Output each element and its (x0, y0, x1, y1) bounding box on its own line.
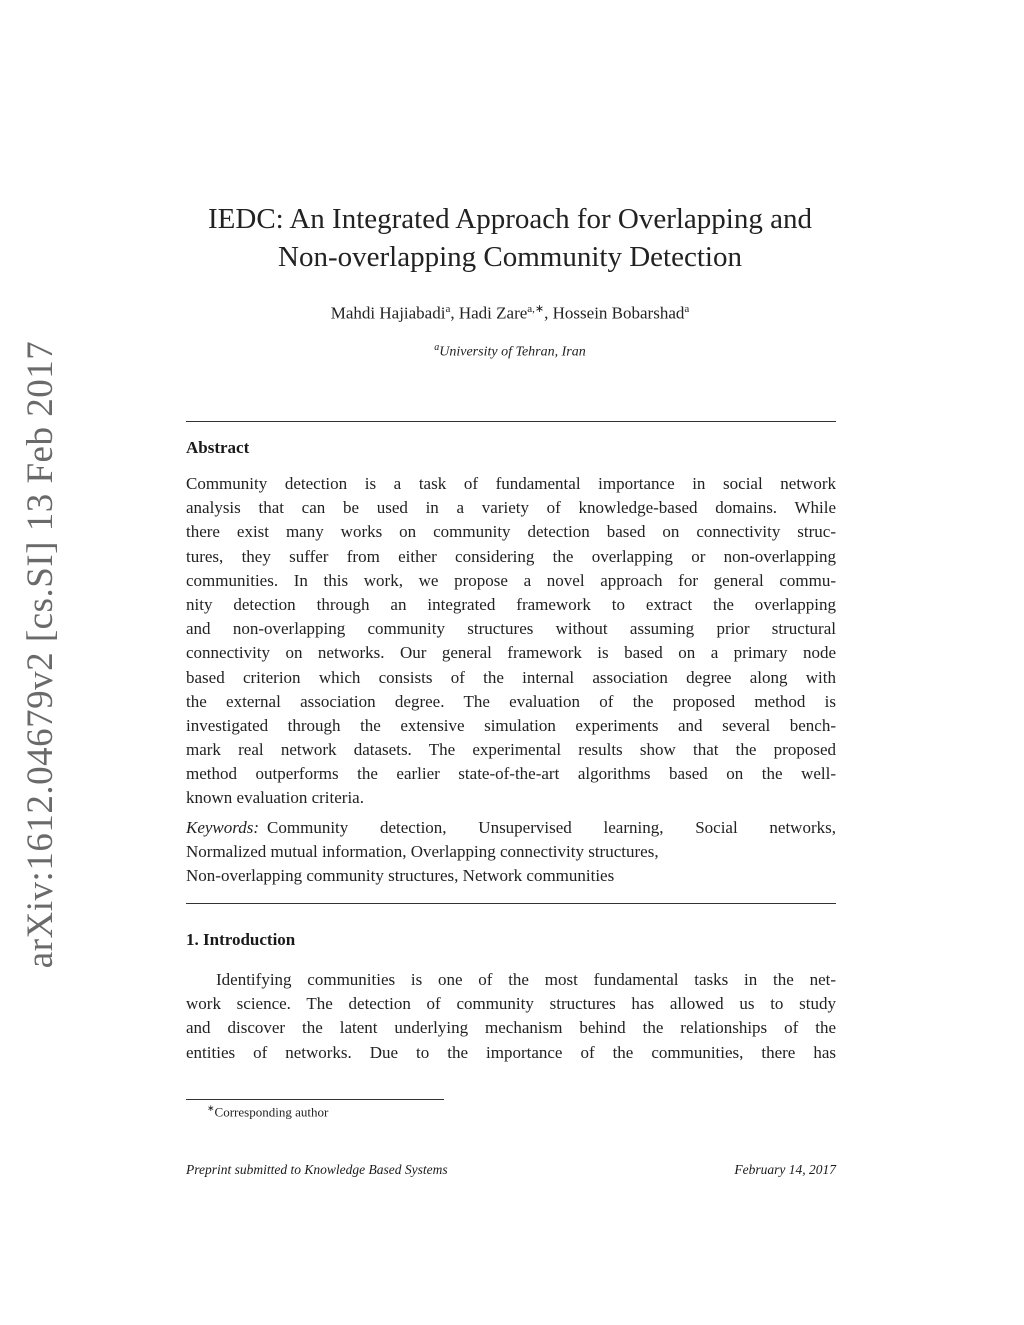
arxiv-identifier: arXiv:1612.04679v2 [cs.SI] 13 Feb 2017 (20, 340, 62, 968)
author-name: Mahdi Hajiabadi (330, 303, 446, 323)
abstract-body (186, 472, 836, 811)
footer-journal: Preprint submitted to Knowledge Based Systems (186, 1162, 448, 1177)
author-separator: , (544, 303, 553, 323)
introduction-line: Identifying communities is one of the most fundamental tasks in the net- (216, 970, 836, 989)
abstract-line: there exist many works on community detection based on connectivity struc- (186, 522, 836, 542)
footnote-text: Corresponding author (214, 1104, 329, 1120)
affiliation (160, 342, 860, 361)
abstract-line: tures, they suffer from either considering the overlapping or non-overlapping (186, 546, 836, 566)
abstract-line: investigated through the extensive simulation experiments and several bench- (186, 715, 836, 735)
abstract-line: method outperforms the earlier state-of-the-art algorithms based on the well- (186, 764, 836, 784)
abstract-line: communities. In this work, we propose a novel approach for general commu- (186, 570, 836, 590)
abstract-line: known evaluation criteria. (186, 788, 364, 808)
paper-title (160, 200, 860, 276)
abstract-line: based criterion which consists of the internal association degree along with (186, 667, 836, 687)
introduction-line: and discover the latent underlying mechanism behind the relationships of the (186, 1018, 836, 1038)
abstract-bottom-rule (186, 903, 836, 904)
footnote (207, 1103, 328, 1120)
keywords-label: Keywords: (186, 818, 260, 837)
author-affiliation-mark: a (684, 303, 690, 315)
abstract-heading: Abstract (186, 438, 250, 457)
abstract-line: nity detection through an integrated framework to extract the overlapping (186, 594, 836, 614)
affiliation-mark: a (434, 342, 440, 353)
author-affiliation-mark: a,∗ (527, 303, 545, 315)
keywords-line: Non-overlapping community structures, Network communities (186, 866, 615, 886)
author-list (160, 302, 860, 324)
abstract-line: the external association degree. The evaluation of the proposed method is (186, 691, 836, 711)
footnote-mark: ∗ (207, 1103, 215, 1113)
keywords-line (186, 816, 836, 840)
author-name: Hossein Bobarshad (552, 303, 685, 323)
introduction-line: work science. The detection of community structures has allowed us to study (186, 994, 836, 1014)
abstract-line: analysis that can be used in a variety of knowledge-based domains. While (186, 498, 836, 518)
abstract-top-rule (186, 421, 836, 422)
abstract-line: mark real network datasets. The experimental results show that the proposed (186, 740, 836, 760)
arxiv-side-stamp (10, 340, 72, 968)
footnote-rule (186, 1099, 444, 1100)
title-line-2: Non-overlapping Community Detection (278, 241, 742, 273)
introduction-body (186, 968, 836, 1065)
section-heading-introduction: 1. Introduction (186, 930, 296, 949)
abstract-line: and non-overlapping community structures without assuming prior structural (186, 619, 836, 639)
footer-date: February 14, 2017 (734, 1162, 836, 1177)
keywords-line: Normalized mutual information, Overlapping connectivity structures, (186, 842, 659, 862)
abstract-line: connectivity on networks. Our general framework is based on a primary node (186, 643, 836, 663)
abstract-line: Community detection is a task of fundamental importance in social network (186, 474, 836, 493)
author-name: Hadi Zare (458, 303, 528, 323)
author-separator: , (450, 303, 459, 323)
introduction-line: entities of networks. Due to the importance of the communities, there has (186, 1042, 836, 1062)
keywords (186, 816, 836, 889)
title-line-1: IEDC: An Integrated Approach for Overlapping and (208, 203, 812, 235)
author-affiliation-mark: a (445, 303, 451, 315)
affiliation-text: University of Tehran, Iran (439, 344, 586, 360)
keywords-text: Community detection, Unsupervised learning, Social networks, (267, 818, 836, 837)
